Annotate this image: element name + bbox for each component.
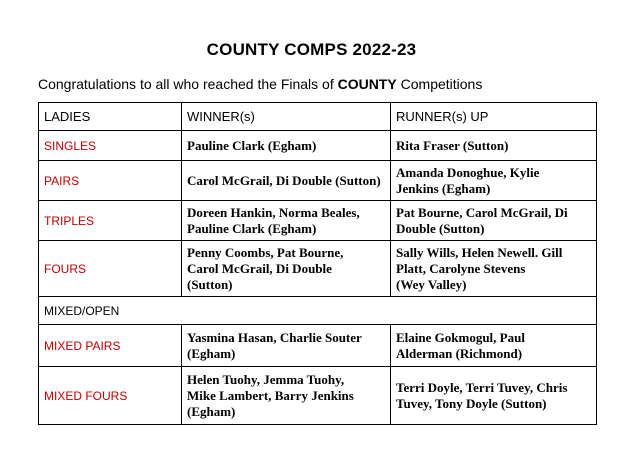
- winner-line: Mike Lambert, Barry Jenkins: [187, 387, 354, 403]
- runner-up-cell: [391, 241, 597, 297]
- table-row: [39, 161, 597, 201]
- competition-label: PAIRS: [39, 161, 182, 201]
- intro-text-start: Congratulations to all who reached the Finals of: [38, 76, 338, 92]
- header-winner: WINNER(s): [182, 103, 391, 131]
- runner-up-line: Rita Fraser (Sutton): [396, 137, 509, 153]
- section-label-mixed-open: MIXED/OPEN: [39, 297, 597, 325]
- competition-label: SINGLES: [39, 131, 182, 161]
- winner-line: Carol McGrail, Di Double: [187, 260, 332, 276]
- winner-line: (Egham): [187, 345, 236, 361]
- intro-text-end: Competitions: [396, 76, 483, 92]
- winner-line: Pauline Clark (Egham): [187, 137, 317, 153]
- winner-line: (Egham): [187, 403, 236, 419]
- runner-up-cell: [391, 367, 597, 425]
- runner-up-cell: [391, 201, 597, 241]
- runner-up-line: Pat Bourne, Carol McGrail, Di: [396, 204, 568, 220]
- winner-line: Doreen Hankin, Norma Beales,: [187, 204, 360, 220]
- competition-label: FOURS: [39, 241, 182, 297]
- runner-up-line: Elaine Gokmogul, Paul: [396, 329, 525, 345]
- winner-cell: [182, 161, 391, 201]
- runner-up-line: Terri Doyle, Terri Tuvey, Chris: [396, 379, 568, 395]
- winner-line: Carol McGrail, Di Double (Sutton): [187, 172, 381, 188]
- winner-cell: [182, 367, 391, 425]
- table-row: [39, 131, 597, 161]
- competition-label: MIXED PAIRS: [39, 325, 182, 367]
- runner-up-line: Amanda Donoghue, Kylie: [396, 164, 540, 180]
- winner-line: Yasmina Hasan, Charlie Souter: [187, 329, 362, 345]
- header-runner-up: RUNNER(s) UP: [391, 103, 597, 131]
- section-row: [39, 297, 597, 325]
- runner-up-line: (Wey Valley): [396, 276, 467, 292]
- table-row: [39, 367, 597, 425]
- intro-text: [38, 76, 482, 92]
- competition-label: TRIPLES: [39, 201, 182, 241]
- winner-line: (Sutton): [187, 276, 233, 292]
- runner-up-cell: [391, 325, 597, 367]
- table-row: [39, 241, 597, 297]
- header-ladies: LADIES: [39, 103, 182, 131]
- runner-up-line: Alderman (Richmond): [396, 345, 523, 361]
- winner-line: Pauline Clark (Egham): [187, 220, 317, 236]
- page-title: COUNTY COMPS 2022-23: [206, 40, 417, 59]
- table-row: [39, 325, 597, 367]
- runner-up-line: Jenkins (Egham): [396, 180, 491, 196]
- header-row: [39, 103, 597, 131]
- intro-text-bold: COUNTY: [337, 76, 397, 92]
- runner-up-line: Platt, Carolyne Stevens: [396, 260, 526, 276]
- runner-up-cell: [391, 131, 597, 161]
- runner-up-line: Double (Sutton): [396, 220, 485, 236]
- competition-label: MIXED FOURS: [39, 367, 182, 425]
- winner-line: Penny Coombs, Pat Bourne,: [187, 244, 344, 260]
- runner-up-line: Tuvey, Tony Doyle (Sutton): [396, 395, 547, 411]
- runner-up-line: Sally Wills, Helen Newell. Gill: [396, 244, 563, 260]
- table-row: [39, 201, 597, 241]
- winner-cell: [182, 241, 391, 297]
- winner-line: Helen Tuohy, Jemma Tuohy,: [187, 371, 345, 387]
- winner-cell: [182, 131, 391, 161]
- results-table: [38, 102, 597, 425]
- runner-up-cell: [391, 161, 597, 201]
- winner-cell: [182, 325, 391, 367]
- winner-cell: [182, 201, 391, 241]
